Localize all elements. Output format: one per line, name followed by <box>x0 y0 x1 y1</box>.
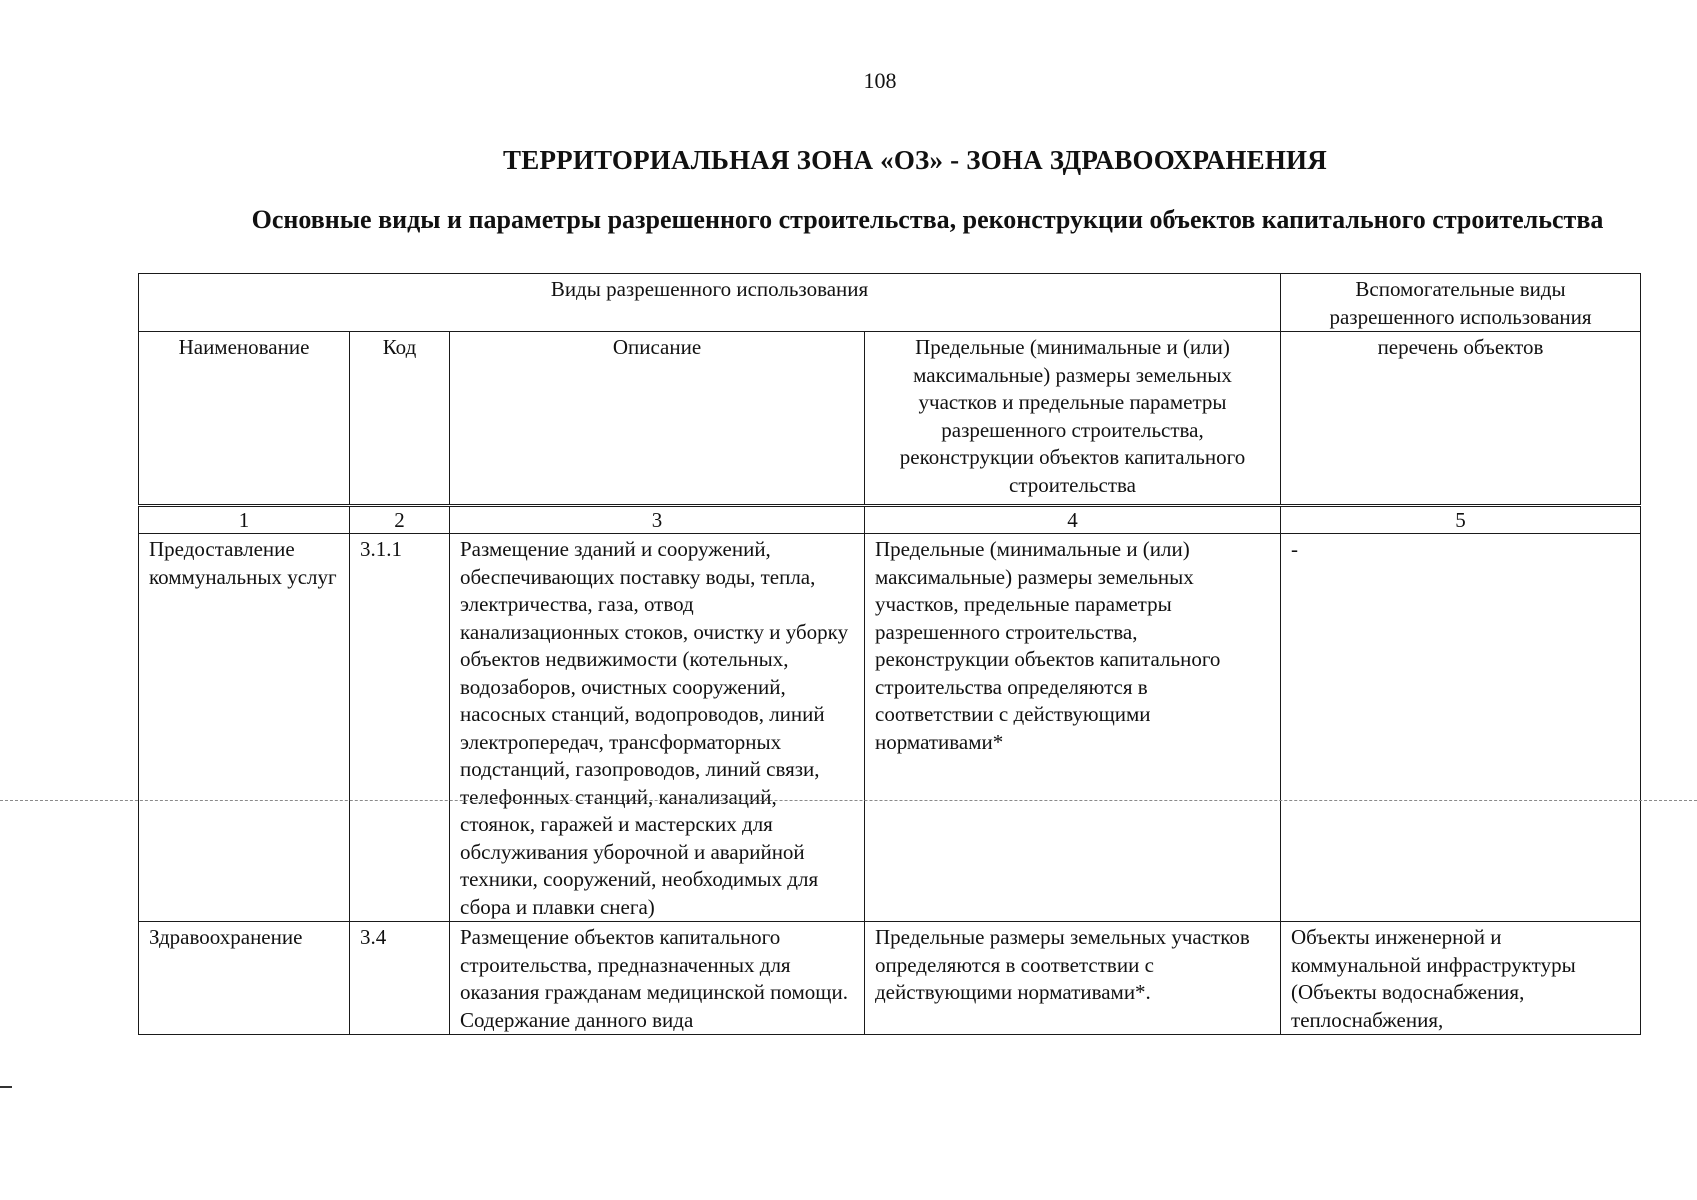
column-number: 1 <box>139 506 350 534</box>
header-auxiliary-uses: Вспомогательные виды разрешенного использования <box>1281 274 1641 332</box>
cell-code: 3.4 <box>350 922 450 1035</box>
cell-description: Размещение зданий и сооружений, обеспечивающих поставку воды, тепла, электричества, газа, отвод канализационных стоков, очистку и уборку объектов недвижимости (котельных, водозаборов, очистных сооружений, насосных станций, водопроводов, линий электропередач, трансформаторных подстанций, газопроводов, линий связи, телефонных станций, канализаций, стоянок, гаражей и мастерских для обслуживания уборочной и аварийной техники, сооружений, необходимых для сбора и плавки снега) <box>450 534 865 922</box>
zone-title: ТЕРРИТОРИАЛЬНАЯ ЗОНА «ОЗ» - ЗОНА ЗДРАВООХРАНЕНИЯ <box>503 145 1327 175</box>
column-number: 3 <box>450 506 865 534</box>
section-title: Основные виды и параметры разрешенного строительства, реконструкции объектов капитального строительства <box>251 205 1604 234</box>
scan-edge-mark <box>0 1086 12 1088</box>
header-description: Описание <box>450 332 865 506</box>
table-row <box>139 922 1641 1035</box>
zoning-table <box>138 273 1641 1035</box>
header-name: Наименование <box>139 332 350 506</box>
cell-description: Размещение объектов капитального строительства, предназначенных для оказания гражданам медицинской помощи. Содержание данного вида <box>450 922 865 1035</box>
cell-name: Здравоохранение <box>139 922 350 1035</box>
cell-limits: Предельные (минимальные и (или) максимальные) размеры земельных участков, предельные параметры разрешенного строительства, реконструкции объектов капитального строительства определяются в соответствии с действующими нормативами* <box>865 534 1281 922</box>
header-permitted-uses: Виды разрешенного использования <box>139 274 1281 332</box>
table-row <box>139 534 1641 922</box>
column-header-row <box>139 332 1641 506</box>
column-number-row <box>139 506 1641 534</box>
cell-auxiliary: - <box>1281 534 1641 922</box>
page-number: 108 <box>863 68 897 93</box>
cell-auxiliary: Объекты инженерной и коммунальной инфраструктуры (Объекты водоснабжения, теплоснабжения, <box>1281 922 1641 1035</box>
header-limits: Предельные (минимальные и (или) максимальные) размеры земельных участков и предельные параметры разрешенного строительства, реконструкции объектов капитального строительства <box>865 332 1281 506</box>
cell-name: Предоставление коммунальных услуг <box>139 534 350 922</box>
column-number: 5 <box>1281 506 1641 534</box>
group-header-row <box>139 274 1641 332</box>
cell-code: 3.1.1 <box>350 534 450 922</box>
header-code: Код <box>350 332 450 506</box>
column-number: 2 <box>350 506 450 534</box>
scan-fold-line <box>0 800 1697 801</box>
column-number: 4 <box>865 506 1281 534</box>
header-objects: перечень объектов <box>1281 332 1641 506</box>
cell-limits: Предельные размеры земельных участков определяются в соответствии с действующими нормативами*. <box>865 922 1281 1035</box>
